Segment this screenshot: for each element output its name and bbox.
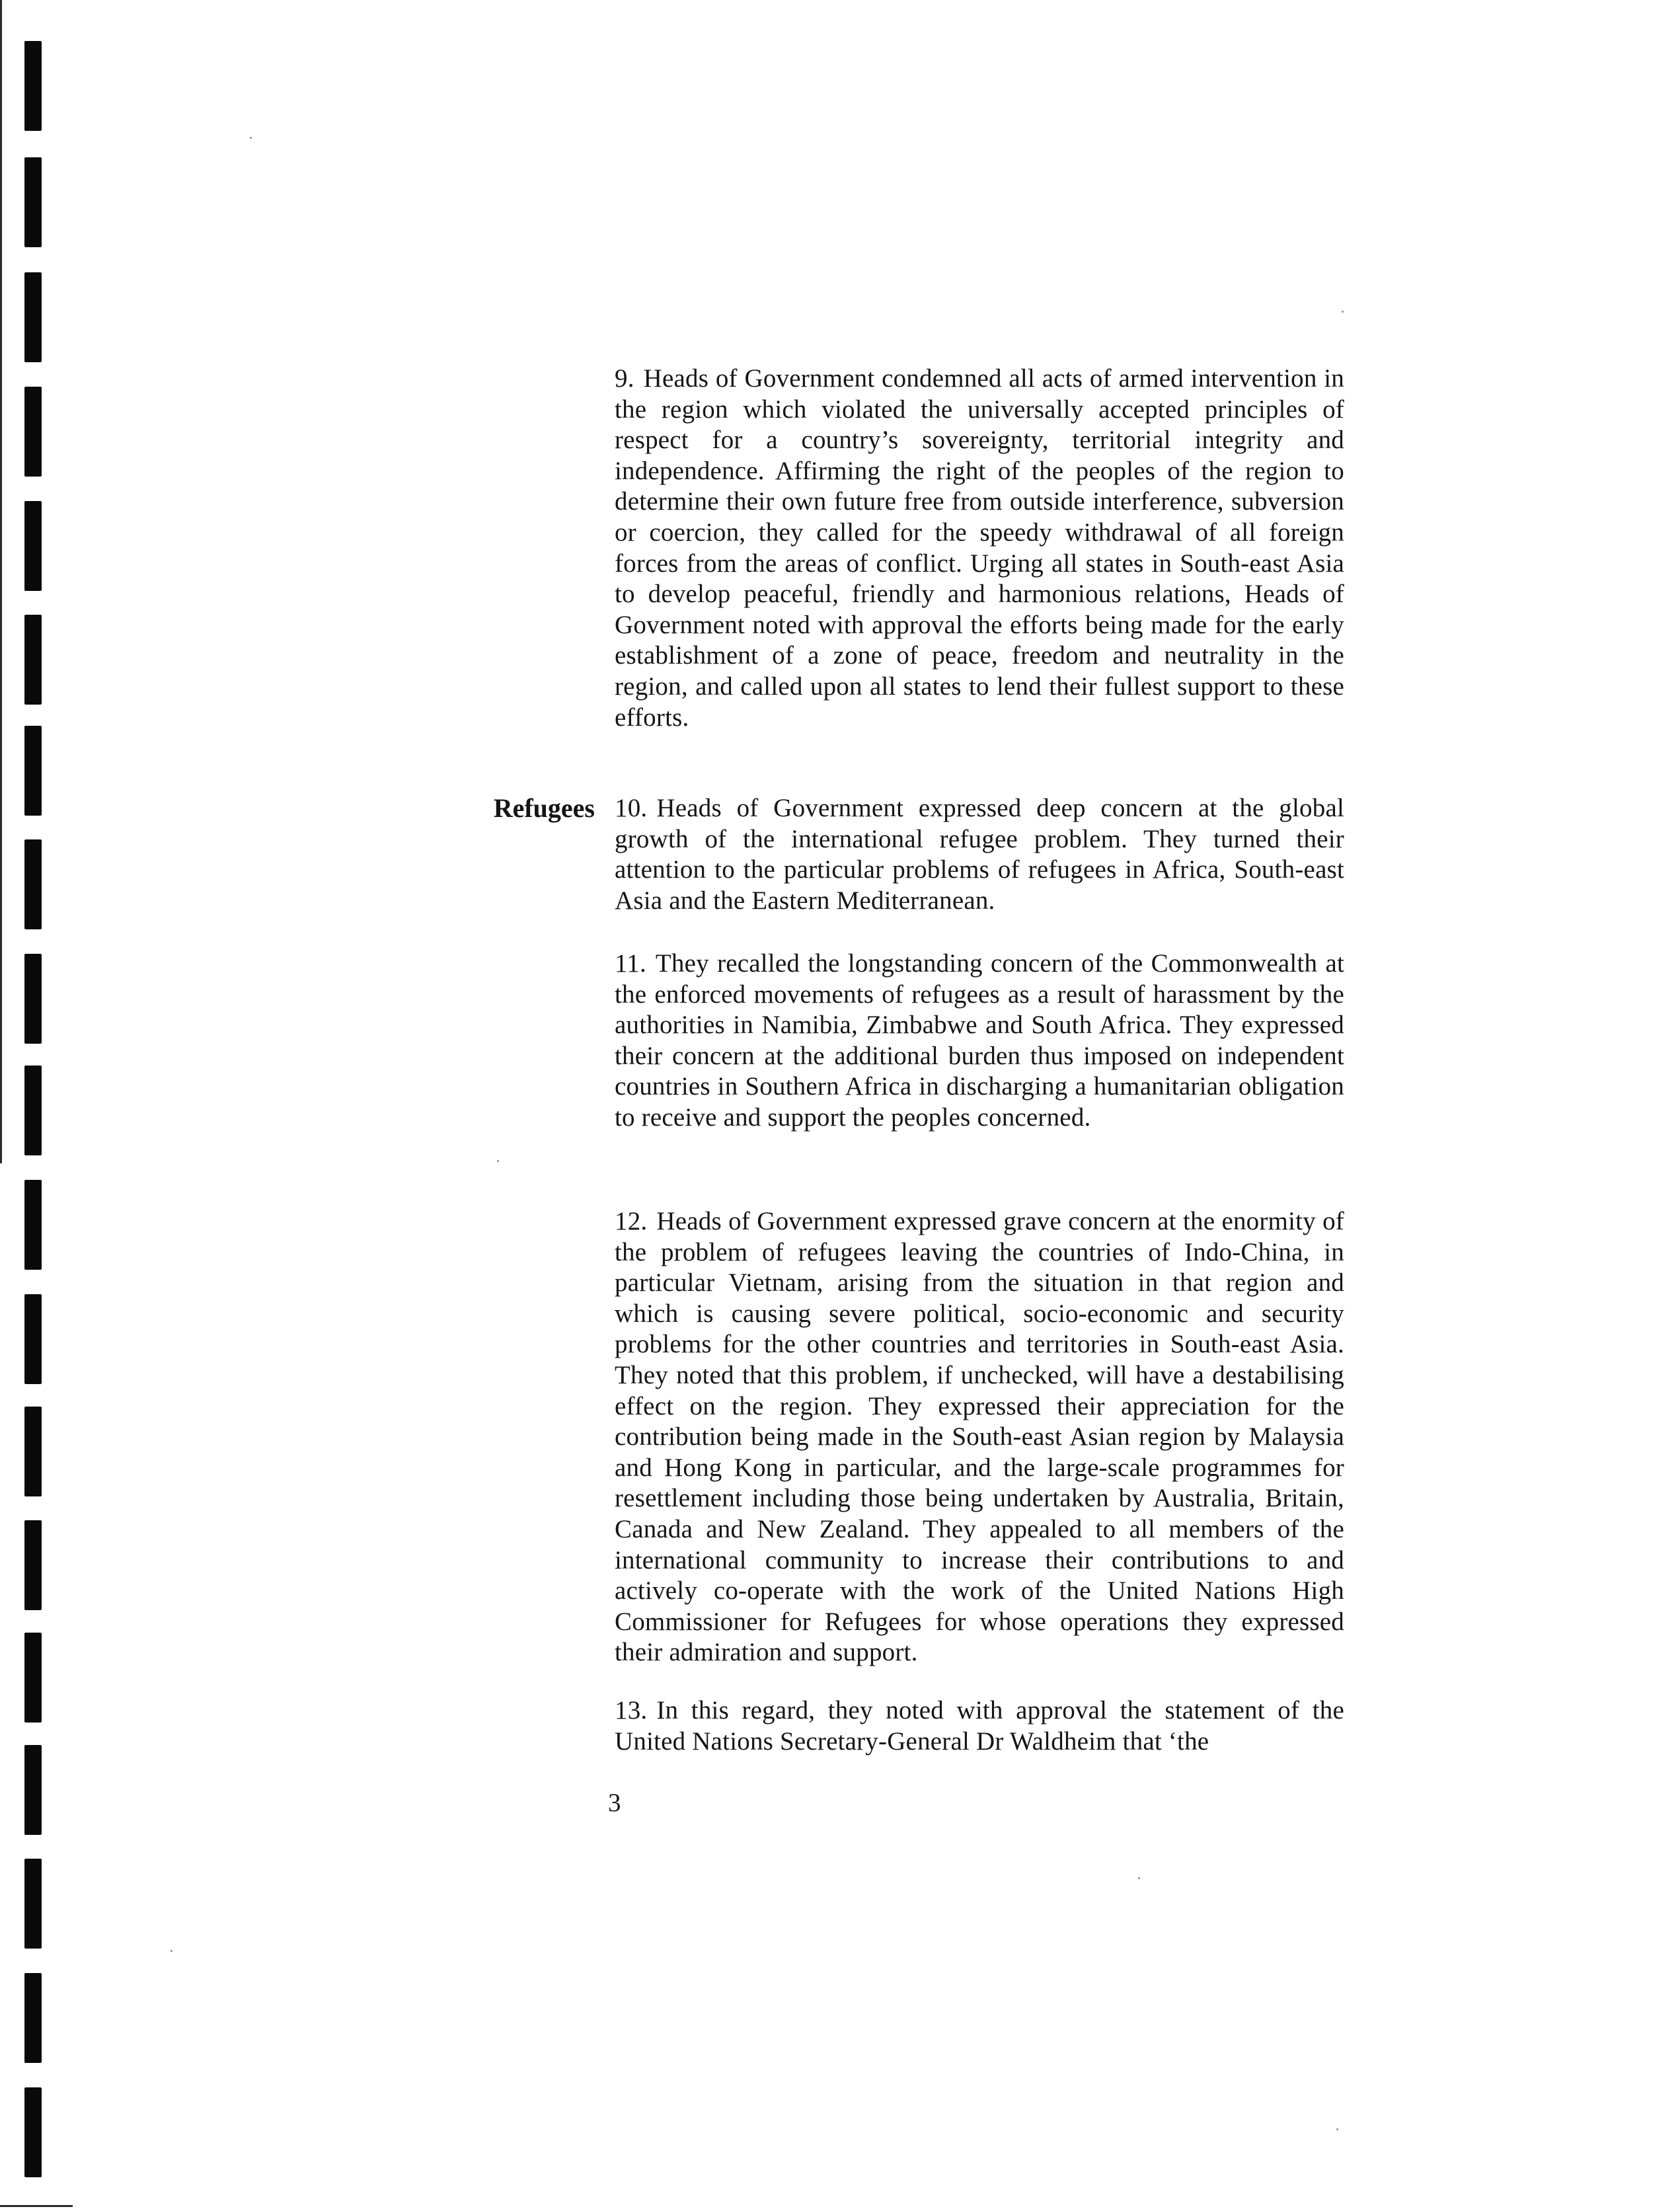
page-edge-line-bottom (0, 2205, 73, 2207)
margin-heading-refugees: Refugees (493, 793, 595, 823)
paragraph-12 (615, 1206, 1344, 1668)
scan-speck (497, 1160, 499, 1162)
paragraph-text: Heads of Government condemned all acts of armed intervention in the region which violated the universally accepted principles of respect for a country’s sovereignty, territorial integrity and independence. Affirming the right of the peoples of the region to determine their own future free from outside interference, subversion or coercion, they called for the speedy withdrawal of all foreign forces from the areas of conflict. Urging all states in South-east Asia to develop peaceful, friendly and harmonious relations, Heads of Government noted with approval the efforts being made for the early establishment of a zone of peace, freedom and neutrality in the region, and called upon all states to lend their fullest support to these efforts. (615, 364, 1344, 732)
binding-hole (24, 954, 42, 1044)
paragraph-number: 9. (615, 364, 634, 393)
binding-hole (24, 272, 42, 362)
page-number: 3 (608, 1789, 621, 1817)
binding-hole (24, 1066, 42, 1155)
paragraph-text: In this regard, they noted with approval the statement of the United Nations Secretary-General Dr Waldheim that ‘the (615, 1696, 1344, 1756)
scan-speck (250, 137, 252, 139)
binding-hole (24, 1973, 42, 2063)
binding-hole (24, 1633, 42, 1723)
binding-hole (24, 2087, 42, 2177)
paragraph-10 (615, 793, 1344, 916)
scan-speck (1138, 1877, 1140, 1879)
binding-hole (24, 1520, 42, 1610)
binding-hole (24, 839, 42, 929)
paragraph-text: Heads of Government expressed deep concern at the global growth of the international refugee problem. They turned their attention to the particular problems of refugees in Africa, South-east Asia and the Eastern Mediterranean. (615, 794, 1344, 915)
binding-hole (24, 501, 42, 591)
paragraph-number: 12. (615, 1207, 648, 1235)
binding-hole (24, 1407, 42, 1496)
scan-speck (1342, 311, 1344, 313)
binding-hole (24, 157, 42, 247)
binding-hole (24, 1180, 42, 1270)
binding-hole (24, 1745, 42, 1835)
paragraph-9 (615, 364, 1344, 733)
binding-hole (24, 1859, 42, 1949)
page-edge-line (0, 0, 2, 1163)
binding-hole (24, 1294, 42, 1384)
paragraph-number: 10. (615, 794, 648, 822)
paragraph-number: 13. (615, 1696, 648, 1725)
binding-hole (24, 387, 42, 477)
paragraph-text: Heads of Government expressed grave concern at the enormity of the problem of refugees leaving the countries of Indo-China, in particular Vietnam, arising from the situation in that region and which is causing severe political, socio-economic and security problems for the other countries and territories in South-east Asia. They noted that this problem, if unchecked, will have a destabilising effect on the region. They expressed their appreciation for the contribution being made in the South-east Asian region by Malaysia and Hong Kong in particular, and the large-scale programmes for resettlement including those being undertaken by Australia, Britain, Canada and New Zealand. They appealed to all members of the international community to increase their contributions to and actively co-operate with the work of the United Nations High Commissioner for Refugees for whose operations they expressed their admiration and support. (615, 1207, 1344, 1667)
binding-hole (24, 615, 42, 705)
paragraph-11 (615, 949, 1344, 1134)
paragraph-text: They recalled the longstanding concern of the Commonwealth at the enforced movements of refugees as a result of harassment by the authorities in Namibia, Zimbabwe and South Africa. They expressed their concern at the additional burden thus imposed on independent countries in Southern Africa in discharging a humanitarian obligation to receive and support the peoples concerned. (615, 949, 1344, 1132)
paragraph-number: 11. (615, 949, 646, 978)
binding-hole (24, 41, 42, 131)
binding-hole (24, 726, 42, 816)
scan-speck (1336, 2128, 1338, 2130)
scan-speck (171, 1950, 172, 1952)
paragraph-13 (615, 1695, 1344, 1757)
